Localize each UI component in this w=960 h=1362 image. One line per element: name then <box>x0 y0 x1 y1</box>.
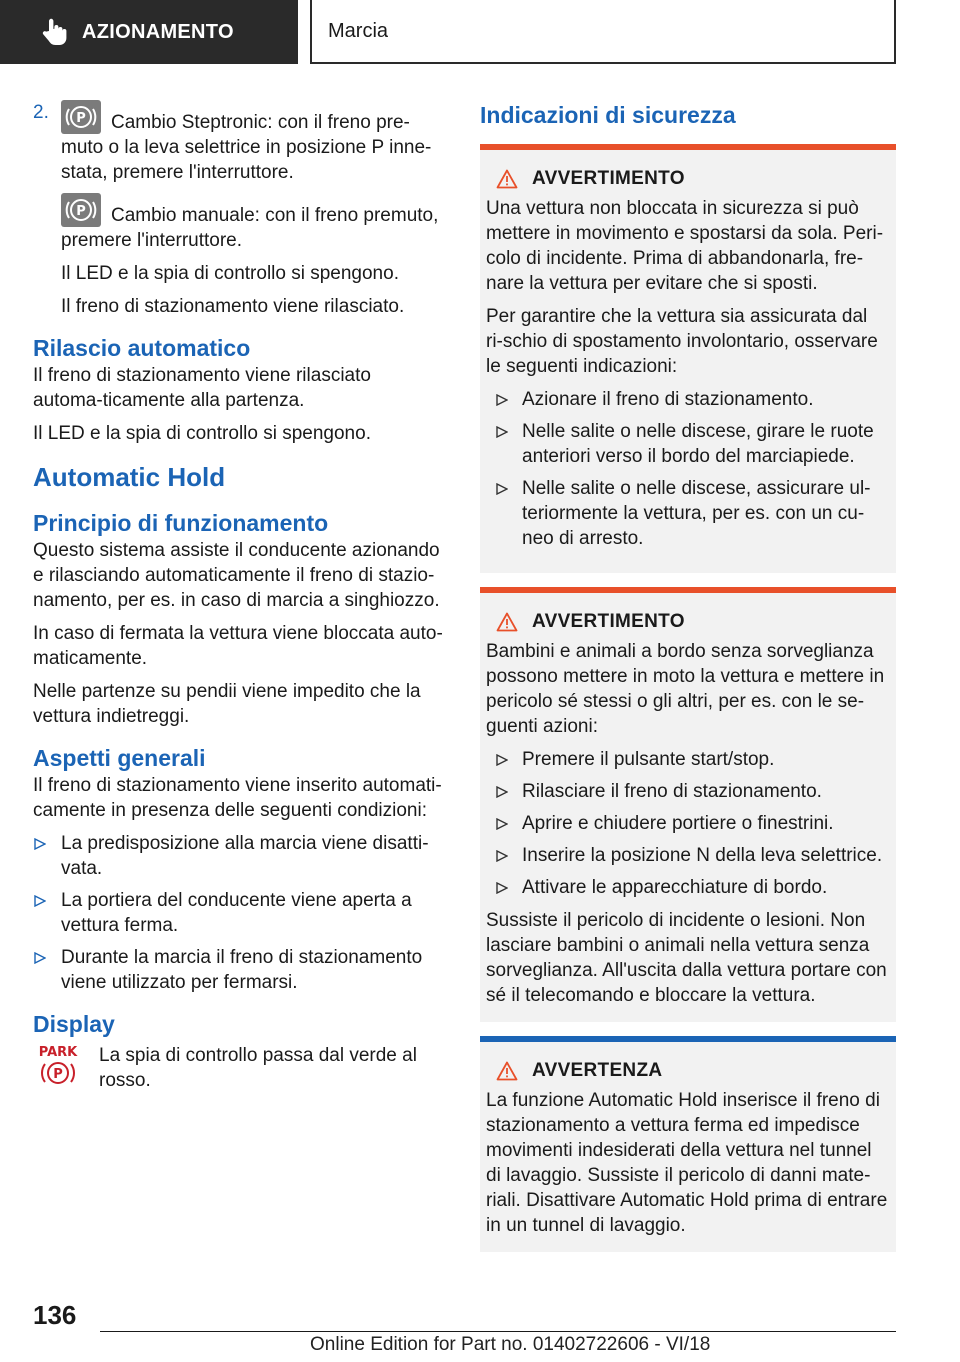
list-item: Rilasciare il freno di stazionamento. <box>486 779 888 804</box>
manual-step <box>33 193 445 253</box>
warning-triangle-icon <box>496 169 518 189</box>
triangle-bullet-icon <box>496 786 508 798</box>
warning-triangle-icon <box>496 612 518 632</box>
list-item: La predisposizione alla marcia viene disatti-vata. <box>33 831 445 881</box>
triangle-bullet-icon <box>496 850 508 862</box>
list-item: La portiera del conducente viene aperta a vettura ferma. <box>33 888 445 938</box>
parking-brake-switch-icon <box>61 193 101 227</box>
park-indicator-icon <box>33 1043 99 1094</box>
chapter-title <box>310 0 896 64</box>
general-heading: Aspetti generali <box>33 745 206 771</box>
principle-p2: In caso di fermata la vettura viene bloccata auto-maticamente. <box>33 623 443 669</box>
right-column <box>480 100 896 1252</box>
triangle-bullet-icon <box>34 895 46 907</box>
warning1-p2: Per garantire che la vettura sia assicurata dal ri-schio di spostamento involontario, osservare le seguenti indicazioni: <box>486 306 878 377</box>
section-label: AZIONAMENTO <box>82 20 234 43</box>
list-item: Nelle salite o nelle discese, girare le ruote anteriori verso il bordo del marciapiede. <box>486 419 888 469</box>
general-p1: Il freno di stazionamento viene inserito automati-camente in presenza delle seguenti condizioni: <box>33 775 442 821</box>
warning-title: AVVERTIMENTO <box>486 168 888 190</box>
auto-release-p2: Il LED e la spia di controllo si spengono. <box>33 423 371 444</box>
released-text: Il freno di stazionamento viene rilasciato. <box>61 296 405 317</box>
general-conditions-list <box>33 831 445 995</box>
display-row <box>33 1043 445 1094</box>
svg-text:P: P <box>76 204 86 219</box>
footer-divider <box>100 1331 896 1332</box>
warning-triangle-icon <box>496 1061 518 1081</box>
triangle-bullet-icon <box>496 818 508 830</box>
warning-box-1 <box>480 144 896 573</box>
auto-release-p1: Il freno di stazionamento viene rilasciato automa-ticamente alla partenza. <box>33 365 371 411</box>
triangle-bullet-icon <box>496 394 508 406</box>
chapter-label: Marcia <box>328 19 389 42</box>
warning1-list <box>486 387 888 551</box>
led-text: Il LED e la spia di controllo si spengono. <box>61 263 399 284</box>
list-item: Premere il pulsante start/stop. <box>486 747 888 772</box>
step-number: 2. <box>33 102 49 123</box>
park-label: PARK <box>38 1045 78 1060</box>
list-item: Attivare le apparecchiature di bordo. <box>486 875 888 900</box>
auto-hold-heading: Automatic Hold <box>33 462 226 492</box>
principle-heading: Principio di funzionamento <box>33 510 329 536</box>
warning1-p1: Una vettura non bloccata in sicurezza si può mettere in movimento e spostarsi da sola. Peri-colo di incidente. Prima di abbandonarla, fre-nare la vettura per evitare che si sposti. <box>486 198 884 294</box>
list-item: Inserire la posizione N della leva selettrice. <box>486 843 888 868</box>
display-text: La spia di controllo passa dal verde al rosso. <box>99 1045 417 1091</box>
page-number: 136 <box>33 1300 77 1330</box>
list-item: Nelle salite o nelle discese, assicurare ul-teriormente la vettura, per es. con un cu-neo di arresto. <box>486 476 888 551</box>
triangle-bullet-icon <box>34 952 46 964</box>
left-column <box>33 100 445 1094</box>
triangle-bullet-icon <box>496 483 508 495</box>
notice-box <box>480 1036 896 1252</box>
triangle-bullet-icon <box>496 882 508 894</box>
display-heading: Display <box>33 1011 115 1037</box>
safety-heading: Indicazioni di sicurezza <box>480 102 736 128</box>
hand-pointer-icon <box>40 17 68 47</box>
warning-box-2 <box>480 587 896 1022</box>
svg-text:P: P <box>76 111 86 126</box>
triangle-bullet-icon <box>496 754 508 766</box>
step-2 <box>33 100 445 185</box>
footer-edition: Online Edition for Part no. 01402722606 - VI/18 <box>310 1334 711 1355</box>
list-item: Aprire e chiudere portiere o finestrini. <box>486 811 888 836</box>
warning2-list <box>486 747 888 900</box>
warning2-p2: Sussiste il pericolo di incidente o lesioni. Non lasciare bambini o animali nella vettura senza sorveglianza. All'uscita dalla vettura portare con sé il telecomando e bloccare la vettura. <box>486 910 887 1006</box>
svg-text:P: P <box>53 1067 63 1082</box>
notice-title: AVVERTENZA <box>486 1060 888 1082</box>
parking-brake-switch-icon <box>61 100 101 134</box>
warning-title: AVVERTIMENTO <box>486 611 888 633</box>
manual-text: Cambio manuale: con il freno premuto, premere l'interruttore. <box>61 205 439 251</box>
principle-p3: Nelle partenze su pendii viene impedito che la vettura indietreggi. <box>33 681 421 727</box>
principle-p1: Questo sistema assiste il conducente azionando e rilasciando automaticamente il freno di stazio-namento, per es. in caso di marcia a singhiozzo. <box>33 540 440 611</box>
notice-p1: La funzione Automatic Hold inserisce il freno di stazionamento a vettura ferma ed impedisce movimenti indesiderati della vettura nel tunnel di lavaggio. Sussiste il pericolo di danni mate-riali. Disattivare Automatic Hold prima di entrare in un tunnel di lavaggio. <box>486 1090 888 1236</box>
section-tab <box>0 0 298 64</box>
triangle-bullet-icon <box>496 426 508 438</box>
warning2-p1: Bambini e animali a bordo senza sorveglianza possono mettere in moto la vettura e mettere in pericolo sé stessi o gli altri, per es. con le se-guenti azioni: <box>486 641 885 737</box>
list-item: Azionare il freno di stazionamento. <box>486 387 888 412</box>
step2-text: Cambio Steptronic: con il freno pre-muto o la leva selettrice in posizione P inne-stata, premere l'interruttore. <box>61 112 432 183</box>
triangle-bullet-icon <box>34 838 46 850</box>
auto-release-heading: Rilascio automatico <box>33 335 251 361</box>
list-item: Durante la marcia il freno di stazionamento viene utilizzato per fermarsi. <box>33 945 445 995</box>
